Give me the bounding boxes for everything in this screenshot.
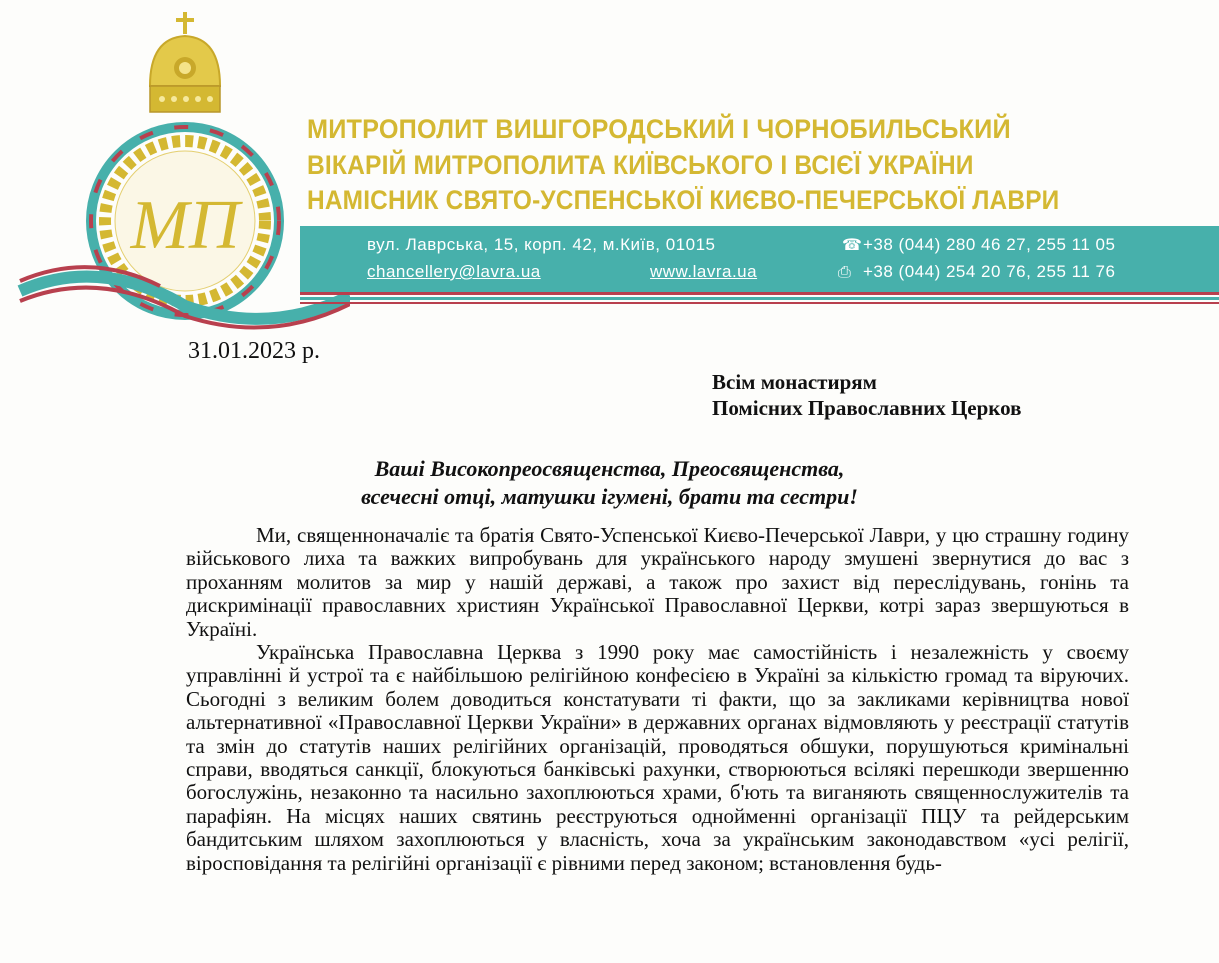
title-line-1: МИТРОПОЛИТ ВИШГОРОДСЬКИЙ І ЧОРНОБИЛЬСЬКИЙ [307, 114, 1011, 144]
title-line-2: ВІКАРІЙ МИТРОПОЛИТА КИЇВСЬКОГО І ВСІЄЇ УКРАЇНИ [307, 150, 974, 180]
greeting-line-2: всечесні отці, матушки ігумені, брати та сестри! [361, 484, 858, 509]
address-text: вул. Лаврська, 15, корп. 42, м.Київ, 01015 [367, 235, 716, 254]
letter-body [186, 524, 1129, 875]
emblem-logo [10, 6, 350, 331]
email-link[interactable]: chancellery@lavra.ua [367, 262, 541, 281]
paragraph-1: Ми, священноначаліє та братія Свято-Успенської Києво-Печерської Лаври, у цю страшну годину військового лиха та важких випробувань для українського народу змушені звернутися до вас з проханням молитов за мир у нашій державі, а також про захист від переслідувань, гонінь та дискримінації православних християн Української Православної Церкви, котрі зараз звершуються в Україні. [186, 523, 1129, 641]
greeting-line-1: Ваші Високопреосвященства, Преосвященства, [374, 456, 845, 481]
website-link[interactable]: www.lavra.ua [650, 262, 758, 281]
mitre-icon [150, 12, 220, 112]
addressee-line-1: Всім монастирям [712, 370, 877, 394]
paragraph-2: Українська Православна Церква з 1990 року має самостійність і незалежність у своєму управлінні й устрої та є найбільшою релігійною конфесією в Україні за кількістю громад та віруючих. Сьогодні з великим болем доводиться констатувати ті факти, що за закликами керівництва нової альтернативної «Православної Церкви України» в державних органах відмовляють у реєстрації статутів та змін до статутів наших релігійних організацій, проводяться обшуки, порушуються кримінальні справи, вводяться санкції, блокуються банківські рахунки, створюються всілякі перешкоди звершенню богослужінь, незаконно та насильно захоплюються храми, б'ють та виганяють священнослужителів та парафіян. На місцях наших святинь реєструються однойменні організації ПЦУ та рейдерським бандитським шляхом захоплюються у власність, хоча за українським законодавством «усі релігії, віросповідання та релігійні організації є рівними перед законом; встановлення будь- [186, 640, 1129, 875]
addressee-line-2: Помісних Православних Церков [712, 396, 1022, 420]
band-stripes [300, 292, 1219, 306]
letter-date: 31.01.2023 р. [188, 338, 320, 364]
phone-text: +38 (044) 280 46 27, 255 11 05 [863, 235, 1116, 254]
title-line-3: НАМІСНИК СВЯТО-УСПЕНСЬКОЇ КИЄВО-ПЕЧЕРСЬКОЇ ЛАВРИ [307, 185, 1060, 215]
phone-icon: ☎ [842, 235, 862, 254]
monogram: МП [130, 187, 240, 264]
fax-text: +38 (044) 254 20 76, 255 11 76 [863, 262, 1116, 281]
fax-icon: ⎙ [838, 262, 851, 281]
